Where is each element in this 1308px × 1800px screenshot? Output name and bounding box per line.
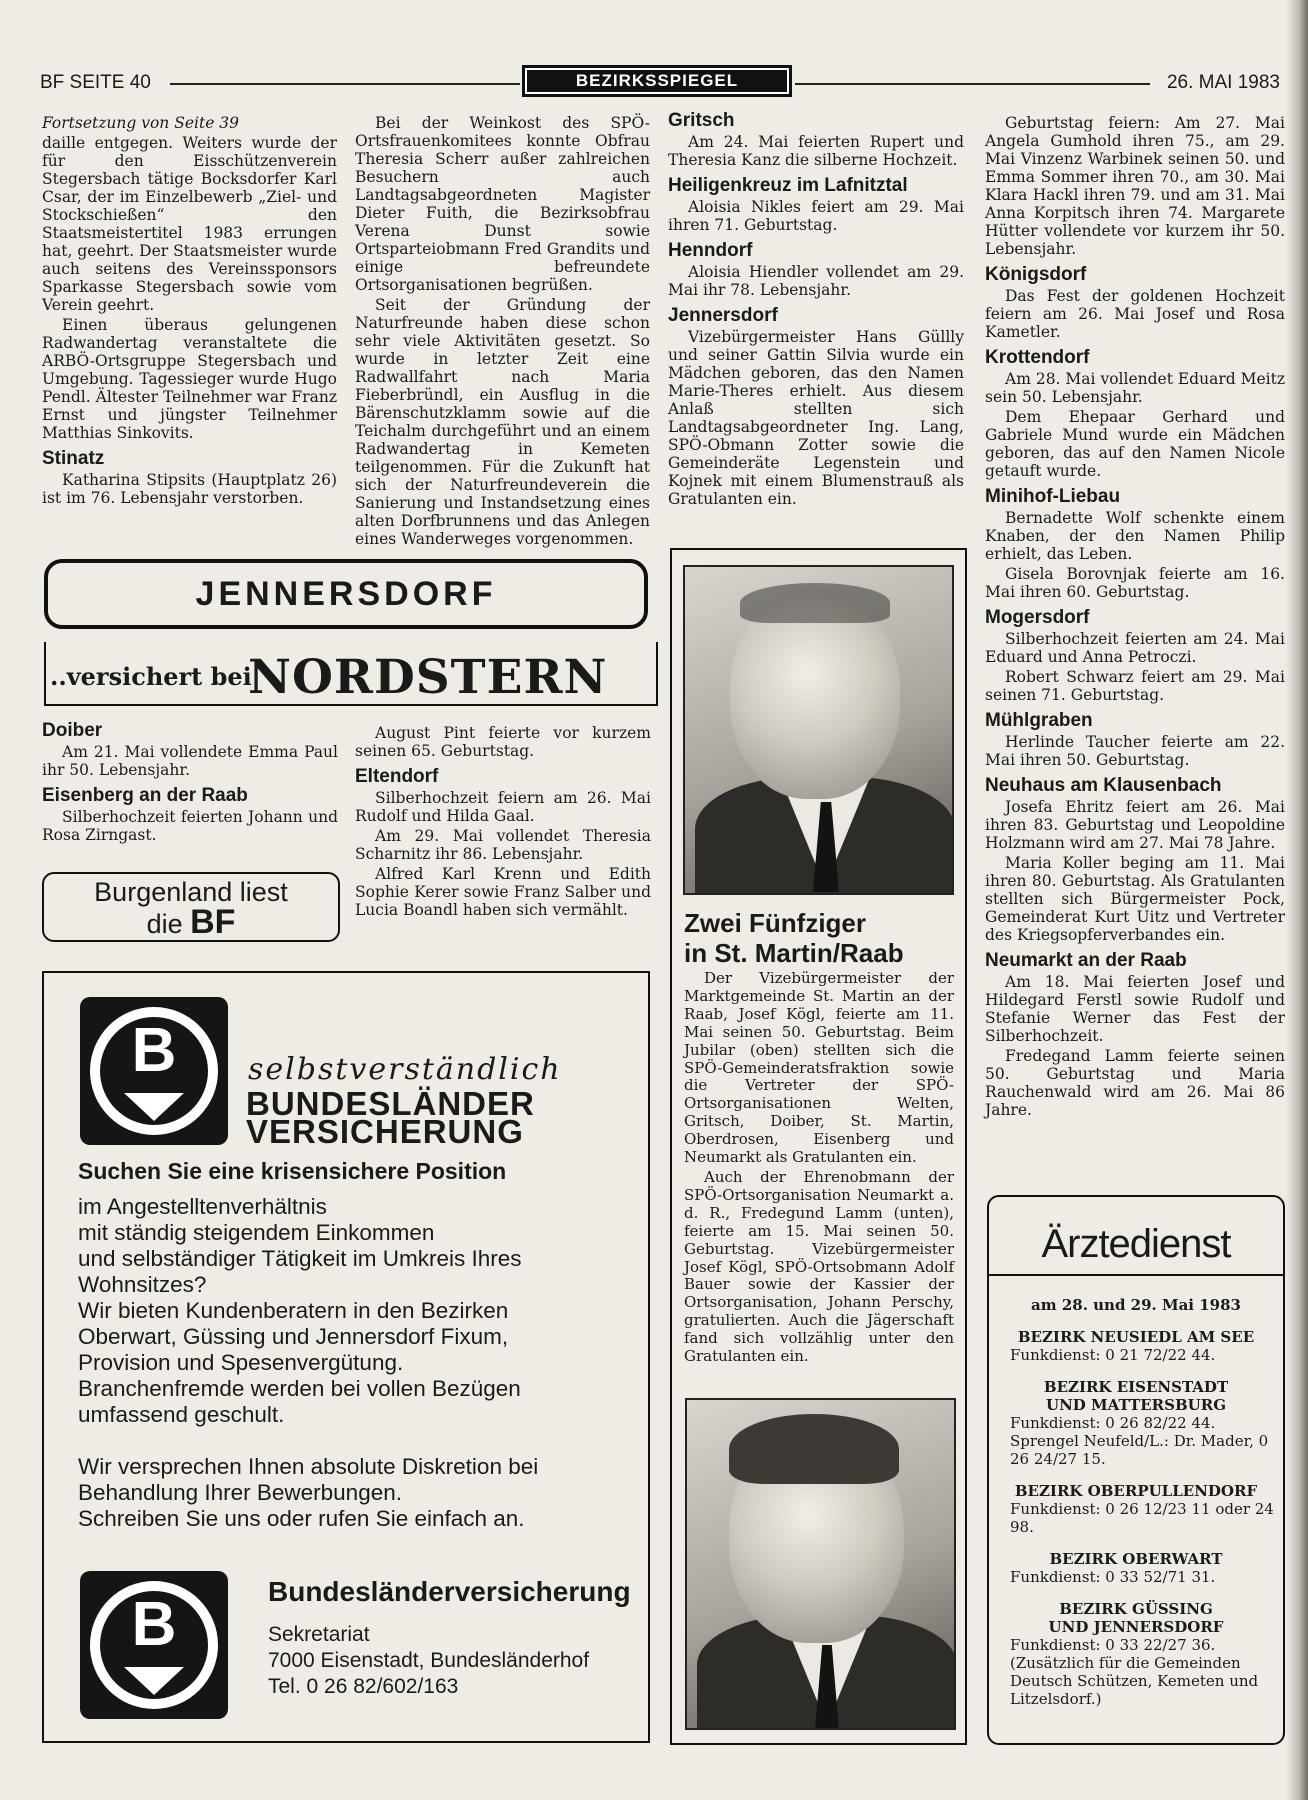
place-heading: Neuhaus am Klausenbach bbox=[985, 775, 1222, 796]
place-heading: Eisenberg an der Raab bbox=[42, 785, 248, 806]
doctor-service-list bbox=[996, 1296, 1276, 1722]
place-heading: Minihof-Liebau bbox=[985, 486, 1121, 507]
region-banner: JENNERSDORF bbox=[44, 559, 648, 629]
radio-service: (Zusätzlich für die Gemeinden Deutsch Schützen, Kemeten und Litzelsdorf.) bbox=[1010, 1654, 1259, 1708]
article-text: Silberhochzeit feierten Johann und Rosa Zirngast. bbox=[42, 808, 338, 844]
article-text: Aloisia Nikles feiert am 29. Mai ihren 71. Geburtstag. bbox=[668, 198, 964, 234]
insurance-logo-icon bbox=[80, 997, 228, 1145]
article-text: Geburtstag feiern: Am 27. Mai Angela Gumhold ihren 75., am 29. Mai Vinzenz Warbinek seinen 50. und Emma Sommer ihren 70., am 30. Mai Klara Hackl ihren 79. und am 31. Mai Anna Korpitsch ihren 74. Margarete Hütter vollendete vor kurzem ihr 50. Lebensjahr. bbox=[985, 114, 1285, 258]
article-text: Am 28. Mai vollendet Eduard Meitz sein 50. Lebensjahr. bbox=[985, 370, 1285, 406]
radio-service: Sprengel Neufeld/L.: Dr. Mader, 0 26 24/27 15. bbox=[1010, 1432, 1269, 1468]
ad-brand-line: BUNDESLÄNDER bbox=[246, 1085, 535, 1122]
portrait-photo-bottom bbox=[685, 1398, 956, 1730]
ad-address-line: Sekretariat bbox=[268, 1623, 370, 1646]
page-number: BF SEITE 40 bbox=[40, 72, 151, 93]
article-text: Das Fest der goldenen Hochzeit feiern am 26. Mai Josef und Rosa Kametler. bbox=[985, 287, 1285, 341]
article-text: Bei der Weinkost des SPÖ-Ortsfrauenkomitees konnte Obfrau Theresia Scherr außer zahlreichen Besuchern auch Landtagsabgeordneten Magister Dieter Fuith, die Bezirksobfrau Verena Dunst sowie Ortsparteiobmann Fred Grandits und einige befreundete Ortsorganisationen begrüßen. bbox=[355, 114, 650, 294]
ad-company: Bundesländerversicherung bbox=[268, 1576, 631, 1607]
nordstern-tagline: ..versichert bei bbox=[50, 662, 252, 691]
ad-line: Wir bieten Kundenberatern in den Bezirken bbox=[78, 1298, 509, 1323]
column-1 bbox=[42, 114, 337, 509]
article-text: Fredegand Lamm feierte seinen 50. Geburtstag und Maria Rauchenwald wird am 26. Mai 86 Jahre. bbox=[985, 1047, 1285, 1119]
column-3 bbox=[668, 110, 964, 510]
ad-line: umfassend geschult. bbox=[78, 1402, 285, 1427]
ad-line: Provision und Spesenvergütung. bbox=[78, 1350, 404, 1375]
ad-line: Branchenfremde werden bei vollen Bezügen bbox=[78, 1376, 521, 1401]
district-name: UND MATTERSBURG bbox=[1046, 1396, 1226, 1414]
feature-title bbox=[684, 908, 904, 968]
place-heading: Jennersdorf bbox=[668, 305, 778, 326]
radio-service: Funkdienst: 0 26 82/22 44. bbox=[1010, 1414, 1216, 1432]
ad-headline: Suchen Sie eine krisensichere Position bbox=[78, 1158, 507, 1184]
lower-left-column bbox=[42, 720, 338, 846]
district-name: BEZIRK OBERPULLENDORF bbox=[1014, 1482, 1258, 1500]
article-text: Am 18. Mai feierten Josef und Hildegard Ferstl sowie Rudolf und Stefanie Werner das Fest der Silberhochzeit. bbox=[985, 973, 1285, 1045]
ad-brand-line: VERSICHERUNG bbox=[246, 1113, 524, 1150]
place-heading: Krottendorf bbox=[985, 347, 1090, 368]
logo-chevron bbox=[124, 1667, 184, 1695]
place-heading: Mühlgraben bbox=[985, 710, 1093, 731]
lower-mid-column bbox=[355, 724, 651, 921]
ad-line: Oberwart, Güssing und Jennersdorf Fixum, bbox=[78, 1324, 509, 1349]
place-heading: Stinatz bbox=[42, 448, 105, 469]
article-text: Robert Schwarz feiert am 29. Mai seinen 71. Geburtstag. bbox=[985, 668, 1285, 704]
ad-address bbox=[268, 1622, 589, 1700]
insurance-logo-icon bbox=[80, 1571, 228, 1719]
column-2 bbox=[355, 114, 650, 550]
section-title: BEZIRKSSPIEGEL bbox=[527, 70, 787, 92]
ad-line: Schreiben Sie uns oder rufen Sie einfach an. bbox=[78, 1506, 525, 1531]
page-edge-shadow bbox=[1286, 0, 1308, 1800]
article-text: Am 29. Mai vollendet Theresia Scharnitz ihr 86. Lebensjahr. bbox=[355, 827, 651, 863]
place-heading: Eltendorf bbox=[355, 766, 439, 787]
feature-text bbox=[684, 970, 954, 1368]
article-text: Seit der Gründung der Naturfreunde haben diese schon sehr viele Aktivitäten gesetzt. So wurde in letzter Zeit eine Radwallfahrt nach Maria Fieberbründl, ein Ausflug in die Bärenschutzklamm sowie auf die Teichalm durchgeführt und an einem Radwandertag in Kemeten teilgenommen. Für die Zukunft hat sich der Naturfreundeverein die Sanierung und Instandsetzung eines alten Dorfbrunnens und das Anlegen eines Wanderweges vorgenommen. bbox=[355, 296, 650, 548]
radio-service: Funkdienst: 0 26 12/23 11 oder 24 98. bbox=[1010, 1500, 1274, 1536]
article-text: Herlinde Taucher feierte am 22. Mai ihren 50. Geburtstag. bbox=[985, 733, 1285, 769]
section-banner bbox=[522, 65, 792, 97]
column-4 bbox=[985, 114, 1285, 1121]
ad-body bbox=[78, 1194, 538, 1532]
nordstern-logo: NORDSTERN bbox=[248, 650, 608, 705]
district-name: UND JENNERSDORF bbox=[1048, 1618, 1224, 1636]
place-heading: Neumarkt an der Raab bbox=[985, 950, 1187, 971]
portrait-hair bbox=[740, 583, 890, 623]
portrait-hair bbox=[729, 1414, 899, 1484]
radio-service: Funkdienst: 0 33 52/71 31. bbox=[1010, 1568, 1216, 1586]
place-heading: Heiligenkreuz im Lafnitztal bbox=[668, 175, 908, 196]
place-heading: Doiber bbox=[42, 720, 103, 741]
continued-note: Fortsetzung von Seite 39 bbox=[42, 114, 240, 132]
doctor-service-title: Ärztedienst bbox=[1041, 1222, 1231, 1266]
article-text: Josefa Ehritz feiert am 26. Mai ihren 83. Geburtstag und Leopoldine Holzmann wird am 27. Mai 78 Jahre. bbox=[985, 798, 1285, 852]
place-heading: Henndorf bbox=[668, 240, 753, 261]
bf-promo-line bbox=[44, 903, 338, 941]
article-text: Aloisia Hiendler vollendet am 29. Mai ihr 78. Lebensjahr. bbox=[668, 263, 964, 299]
logo-letter: B bbox=[131, 1016, 177, 1085]
header-rule-right bbox=[795, 83, 1150, 85]
ad-line: Wohnsitzes? bbox=[78, 1272, 207, 1297]
logo-chevron bbox=[124, 1093, 184, 1121]
article-text: Silberhochzeit feiern am 26. Mai Rudolf und Hilda Gaal. bbox=[355, 789, 651, 825]
logo-letter: B bbox=[131, 1590, 177, 1659]
article-text: Bernadette Wolf schenkte einem Knaben, der den Namen Philip erhielt, das Leben. bbox=[985, 509, 1285, 563]
district-name: BEZIRK OBERWART bbox=[1049, 1550, 1223, 1568]
place-heading: Mogersdorf bbox=[985, 607, 1090, 628]
ad-line: Behandlung Ihrer Bewerbungen. bbox=[78, 1480, 402, 1505]
article-text: Vizebürgermeister Hans Güllly und seiner Gattin Silvia wurde ein Mädchen geboren, das den Namen Marie-Theres erhielt. Aus diesem Anlaß stellten sich Landtagsabgeordneter Ing. Lang, SPÖ-Obmann Zotter sowie die Gemeinderäte Legenstein und Kojnek mit einem Blumenstrauß als Gratulanten ein. bbox=[668, 328, 964, 508]
issue-date: 26. MAI 1983 bbox=[1166, 72, 1280, 93]
service-dates: am 28. und 29. Mai 1983 bbox=[1031, 1296, 1241, 1314]
ad-address-line: Tel. 0 26 82/602/163 bbox=[268, 1675, 459, 1698]
article-text: Dem Ehepaar Gerhard und Gabriele Mund wurde ein Mädchen geboren, das auf den Namen Nicole getauft wurde. bbox=[985, 408, 1285, 480]
ad-address-line: 7000 Eisenstadt, Bundesländerhof bbox=[268, 1649, 590, 1672]
feature-title-line: in St. Martin/Raab bbox=[684, 938, 904, 968]
article-text: Gisela Borovnjak feierte am 16. Mai ihren 60. Geburtstag. bbox=[985, 565, 1285, 601]
bf-promo bbox=[42, 872, 340, 942]
feature-title-line: Zwei Fünfziger bbox=[684, 908, 866, 938]
bf-promo-line: Burgenland liest bbox=[94, 877, 288, 907]
ad-spacer bbox=[78, 1428, 538, 1454]
bf-logo: BF bbox=[190, 903, 236, 941]
ad-line: mit ständig steigendem Einkommen bbox=[78, 1220, 435, 1245]
radio-service: Funkdienst: 0 21 72/22 44. bbox=[1010, 1346, 1216, 1364]
article-text: Silberhochzeit feierten am 24. Mai Eduard und Anna Petroczi. bbox=[985, 630, 1285, 666]
header-rule-left bbox=[170, 83, 520, 85]
district-name: BEZIRK EISENSTADT bbox=[1043, 1378, 1229, 1396]
article-text: Der Vizebürgermeister der Marktgemeinde St. Martin an der Raab, Josef Kögl, feierte am 11. Mai seinen 50. Geburtstag. Beim Jubilar (oben) stellten sich die SPÖ-Gemeinderatsfraktion sowie die Vertreter der SPÖ-Ortsorganisationen Welten, Gritsch, Doiber, St. Martin, Oberdrosen, Eisenberg und Neumarkt als Gratulanten ein. bbox=[684, 969, 954, 1167]
district-name: BEZIRK NEUSIEDL AM SEE bbox=[1017, 1328, 1255, 1346]
doctor-service-rule bbox=[989, 1274, 1283, 1276]
article-text: Maria Koller beging am 11. Mai ihren 80. Geburtstag. Als Gratulanten stellten sich Bürgermeister Pock, Gemeinderat Kurt Uitz und Vertreter des Kriegsopferverbandes ein. bbox=[985, 854, 1285, 944]
article-text: Katharina Stipsits (Hauptplatz 26) ist im 76. Lebensjahr verstorben. bbox=[42, 471, 337, 507]
ad-line: Wir versprechen Ihnen absolute Diskretion bei bbox=[78, 1454, 539, 1479]
place-heading: Gritsch bbox=[668, 110, 735, 131]
portrait-photo-top bbox=[683, 565, 954, 895]
radio-service: Funkdienst: 0 33 22/27 36. bbox=[1010, 1636, 1216, 1654]
article-text: August Pint feierte vor kurzem seinen 65. Geburtstag. bbox=[355, 724, 651, 760]
article-text: Alfred Karl Krenn und Edith Sophie Kerer sowie Franz Salber und Lucia Boandl haben sich vermählt. bbox=[355, 865, 651, 919]
ad-line: und selbständiger Tätigkeit im Umkreis Ihres bbox=[78, 1246, 522, 1271]
article-text: Am 21. Mai vollendete Emma Paul ihr 50. Lebensjahr. bbox=[42, 743, 338, 779]
place-heading: Königsdorf bbox=[985, 264, 1087, 285]
article-text: daille entgegen. Weiters wurde der für den Eisschützenverein Stegersbach tätige Bocksdorfer Karl Csar, der im Einzelbewerb „Ziel- und Stockschießen“ den Staatsmeistertitel 1983 errungen hat, geehrt. Der Staatsmeister wurde auch seitens des Vereinssponsors Sparkasse Stegersbach sowie vom Verein geehrt. bbox=[42, 134, 337, 314]
ad-line: im Angestelltenverhältnis bbox=[78, 1194, 327, 1219]
district-name: BEZIRK GÜSSING bbox=[1059, 1600, 1213, 1618]
article-text: Einen überaus gelungenen Radwandertag veranstaltete die ARBÖ-Ortsgruppe Stegersbach und Umgebung. Tagessieger wurde Hugo Pendl. Ältester Teilnehmer war Franz Ernst und jüngster Teilnehmer Matthias Sinkovits. bbox=[42, 316, 337, 442]
article-text: Am 24. Mai feierten Rupert und Theresia Kanz die silberne Hochzeit. bbox=[668, 133, 964, 169]
ad-brand bbox=[246, 1085, 535, 1150]
ad-slogan: selbstverständlich bbox=[248, 1052, 562, 1087]
bf-promo-die: die bbox=[146, 909, 183, 939]
article-text: Auch der Ehrenobmann der SPÖ-Ortsorganisation Neumarkt a. d. R., Fredegund Lamm (unten), feierte am 15. Mai seinen 50. Geburtstag. Vizebürgermeister Josef Kögl, SPÖ-Ortsobmann Adolf Bauer sowie der Kassier der Ortsorganisation, Johann Perschy, gratulierten. Auch die Jägerschaft fand sich vollzählig unter den Gratulanten ein. bbox=[684, 1167, 954, 1366]
